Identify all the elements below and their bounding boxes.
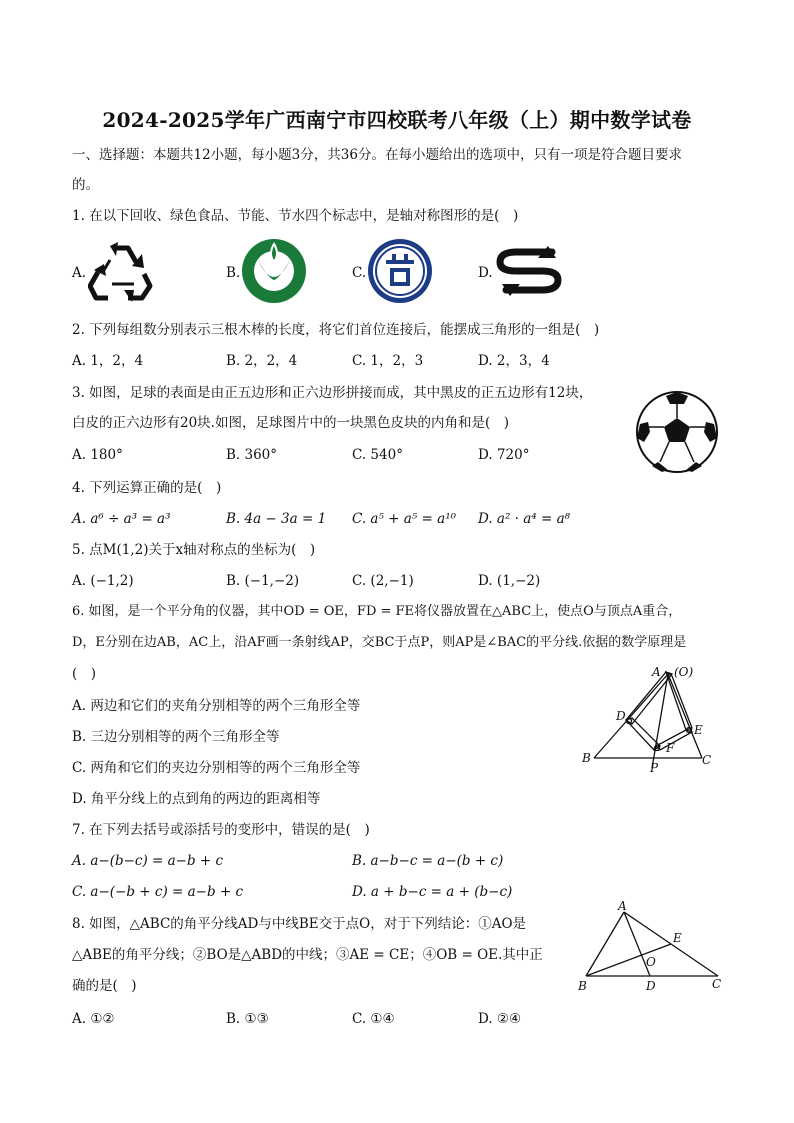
label-d: D (646, 979, 656, 993)
q4-option-a: A. a⁶ ÷ a³ = a³ (72, 511, 171, 527)
question-7-stem: 7. 在下列去括号或添括号的变形中，错误的是( ) (72, 822, 370, 838)
q2-option-d: D. 2，3，4 (478, 353, 550, 369)
question-8-stem-line-3: 确的是( ) (72, 978, 137, 994)
green-food-logo (240, 238, 308, 304)
question-3-stem-line-1: 3. 如图，足球的表面是由正五边形和正六边形拼接而成，其中黑皮的正五边形有12块， (72, 385, 593, 401)
median-be (586, 944, 671, 976)
q6-option-b: B. 三边分别相等的两个三角形全等 (72, 729, 280, 745)
q3-option-a: A. 180° (72, 447, 123, 463)
question-6-stem-line-3: ( ) (72, 666, 97, 682)
label-o: (O) (674, 665, 694, 679)
q2-option-b: B. 2，2，4 (226, 353, 298, 369)
q1-option-a: A. (72, 265, 87, 281)
question-1-stem: 1. 在以下回收、绿色食品、节能、节水四个标志中，是轴对称图形的是( ) (72, 208, 519, 224)
label-f: F (666, 741, 675, 755)
q6-option-c: C. 两角和它们的夹边分别相等的两个三角形全等 (72, 760, 361, 776)
q2-option-c: C. 1，2，3 (352, 353, 424, 369)
q1-option-b: B. (226, 265, 241, 281)
triangle-bisector-median-figure (574, 898, 726, 994)
page-title: 2024-2025学年广西南宁市四校联考八年级（上）期中数学试卷 (102, 108, 692, 132)
label-e: E (694, 723, 703, 737)
q4-option-b: B. 4a − 3a = 1 (226, 511, 327, 527)
question-2-stem: 2. 下列每组数分别表示三根木棒的长度，将它们首位连接后，能摆成三角形的一组是( ) (72, 322, 600, 338)
section-header-line-2: 的。 (72, 177, 99, 193)
label-o: O (646, 955, 656, 969)
question-4-stem: 4. 下列运算正确的是( ) (72, 480, 222, 496)
q3-option-c: C. 540° (352, 447, 403, 463)
q4-option-c: C. a⁵ + a⁵ = a¹⁰ (352, 511, 457, 527)
q8-option-a: A. ①② (72, 1011, 115, 1027)
q1-option-c: C. (352, 265, 367, 281)
recycle-logo (88, 240, 154, 302)
q6-option-a: A. 两边和它们的夹角分别相等的两个三角形全等 (72, 698, 361, 714)
q5-option-b: B. (−1,−2) (226, 573, 300, 589)
question-3-stem-line-2: 白皮的正六边形有20块.如图，足球图片中的一块黑色皮块的内角和是( ) (72, 415, 510, 431)
q3-option-d: D. 720° (478, 447, 530, 463)
label-a: A (652, 665, 661, 679)
label-c: C (702, 753, 712, 767)
q4-option-d: D. a² · a⁴ = a⁸ (478, 511, 571, 527)
question-8-stem-line-1: 8. 如图，△ABC的角平分线AD与中线BE交于点O，对于下列结论：①AO是 (72, 916, 527, 932)
q1-option-d: D. (478, 265, 493, 281)
q5-option-d: D. (1,−2) (478, 573, 541, 589)
q6-option-d: D. 角平分线上的点到角的两边的距离相等 (72, 791, 321, 807)
water-saving-logo (494, 242, 564, 300)
question-8-stem-line-2: △ABE的角平分线；②BO是△ABD的中线；③AE = CE；④OB = OE.其中正 (72, 947, 543, 963)
q7-option-d: D. a + b−c = a + (b−c) (352, 884, 513, 900)
label-a: A (618, 899, 627, 913)
soccer-ball-figure (634, 390, 720, 474)
label-p: P (650, 761, 659, 774)
q7-option-b: B. a−b−c = a−(b + c) (352, 853, 504, 869)
label-b: B (578, 979, 587, 993)
q2-option-a: A. 1，2，4 (72, 353, 144, 369)
q8-option-b: B. ①③ (226, 1011, 269, 1027)
section-header-line-1: 一、选择题：本题共12小题，每小题3分，共36分。在每小题给出的选项中，只有一项是符合题目要求 (72, 147, 682, 163)
question-6-stem-line-2: D，E分别在边AB，AC上，沿AF画一条射线AP，交BC于点P，则AP是∠BAC的平分线.依据的数学原理是 (72, 635, 687, 650)
q5-option-c: C. (2,−1) (352, 573, 414, 589)
q7-option-a: A. a−(b−c) = a−b + c (72, 853, 224, 869)
label-b: B (582, 751, 591, 765)
label-d: D (616, 709, 626, 723)
label-c: C (712, 977, 722, 991)
q3-option-b: B. 360° (226, 447, 278, 463)
label-e: E (673, 931, 682, 945)
angle-bisector-instrument-figure (576, 662, 726, 774)
q5-option-a: A. (−1,2) (72, 573, 134, 589)
q7-option-c: C. a−(−b + c) = a−b + c (72, 884, 244, 900)
q8-option-d: D. ②④ (478, 1011, 522, 1027)
arm-od (626, 672, 672, 724)
question-5-stem: 5. 点M(1,2)关于x轴对称点的坐标为( ) (72, 542, 316, 558)
question-6-stem-line-1: 6. 如图，是一个平分角的仪器，其中OD = OE，FD = FE将仪器放置在△ABC上，使点O与顶点A重合， (72, 604, 682, 619)
q8-option-c: C. ①④ (352, 1011, 395, 1027)
energy-saving-logo (366, 238, 434, 304)
side-ab (586, 912, 624, 976)
